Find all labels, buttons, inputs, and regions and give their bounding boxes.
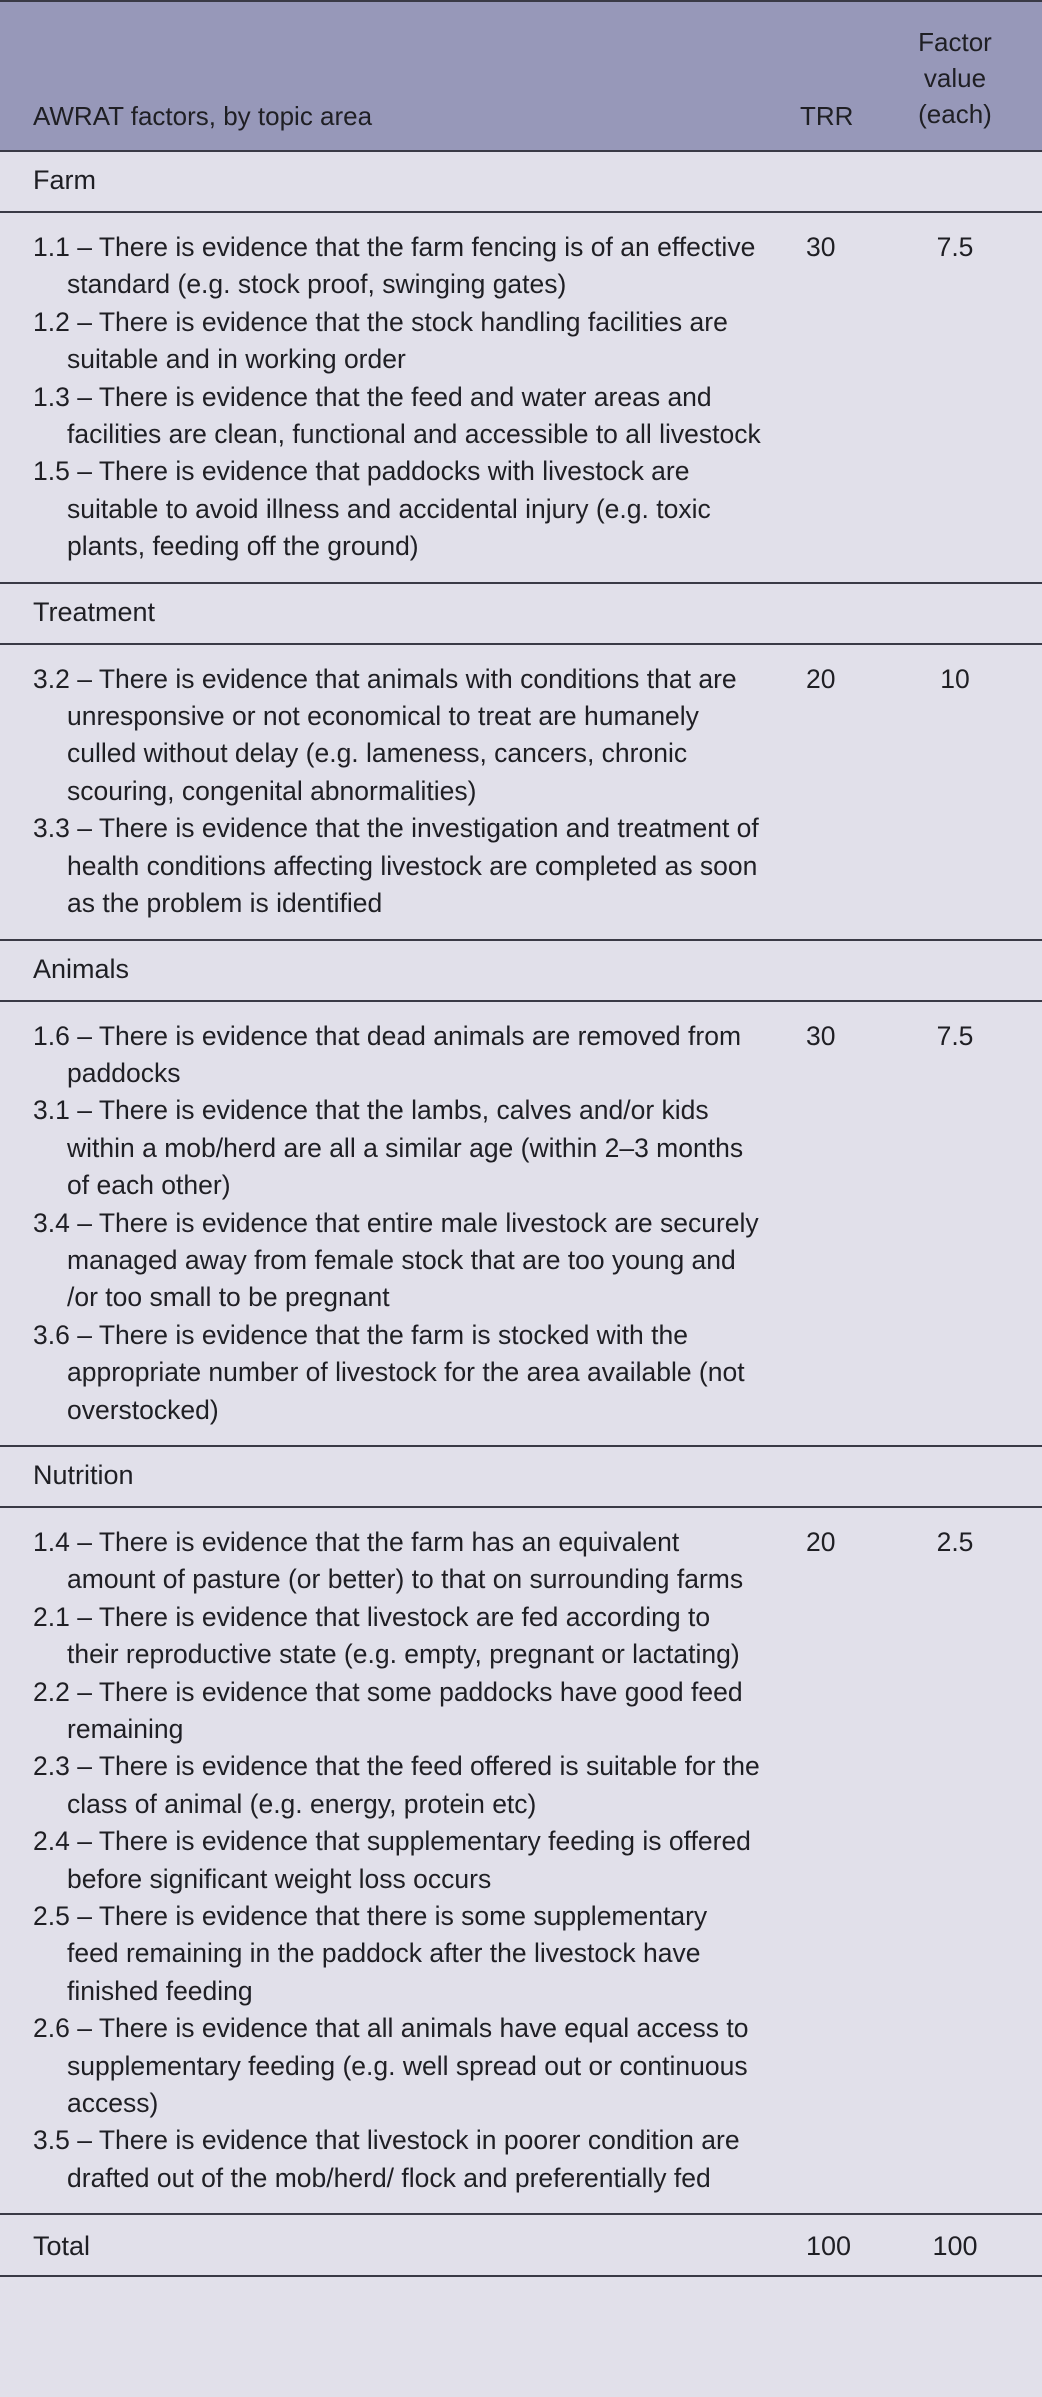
total-trr: 100	[806, 2231, 852, 2262]
factor-value: 7.5	[936, 232, 974, 262]
factor-item: 3.4 – There is evidence that entire male livestock are securely managed away from female stock that are too young and /or too small to be pregnant	[33, 1207, 759, 1313]
factor-row	[0, 213, 1042, 582]
factor-list	[0, 661, 763, 923]
factor-value: 10	[940, 663, 970, 694]
factor-item: 1.3 – There is evidence that the feed and water areas and facilities are clean, functional and accessible to all livestock	[33, 381, 761, 450]
factor-list	[0, 1018, 763, 1429]
topic-row-nutrition	[0, 1447, 1042, 1506]
factor-value: 2.5	[936, 1526, 974, 1557]
topic-label: Treatment	[33, 596, 156, 627]
factor-item: 1.2 – There is evidence that the stock handling facilities are suitable and in working order	[33, 306, 728, 375]
factor-item: 2.6 – There is evidence that all animals have equal access to supplementary feeding (e.g. well spread out or continuous access)	[33, 2013, 749, 2119]
factor-item: 1.4 – There is evidence that the farm has an equivalent amount of pasture (or better) to that on surrounding farms	[33, 1526, 744, 1595]
topic-label: Nutrition	[33, 1459, 134, 1490]
factor-item: 3.3 – There is evidence that the investigation and treatment of health conditions affecting livestock are completed as soon as the problem is identified	[33, 813, 759, 919]
trr-value: 30	[806, 232, 836, 262]
factor-list	[0, 1524, 763, 2197]
header-factors: AWRAT factors, by topic area	[33, 101, 373, 131]
factor-item: 2.3 – There is evidence that the feed offered is suitable for the class of animal (e.g. energy, protein etc)	[33, 1751, 760, 1819]
factor-item: 1.6 – There is evidence that dead animals are removed from paddocks	[33, 1020, 742, 1088]
table-header	[0, 2, 1042, 150]
topic-label: Farm	[33, 165, 96, 195]
header-factor-value-line3: (each)	[918, 99, 992, 129]
total-row	[0, 2215, 1042, 2275]
factor-item: 2.5 – There is evidence that there is some supplementary feed remaining in the paddock after the livestock have finished feeding	[33, 1901, 708, 2006]
header-trr: TRR	[800, 101, 854, 131]
factor-item: 3.2 – There is evidence that animals with conditions that are unresponsive or not economical to treat are humanely culled without delay (e.g. lameness, cancers, chronic scouring, congenital abnormalities)	[33, 663, 737, 806]
trr-value: 20	[806, 1526, 836, 1557]
factor-item: 3.6 – There is evidence that the farm is stocked with the appropriate number of livestock for the area available (not overstocked)	[33, 1319, 745, 1425]
total-factor-value: 100	[932, 2231, 978, 2262]
header-factor-value-line2: value	[923, 63, 987, 93]
factor-item: 2.4 – There is evidence that supplementary feeding is offered before significant weight loss occurs	[33, 1826, 751, 1894]
header-factor-value-line1: Factor	[918, 27, 992, 57]
factor-row	[0, 645, 1042, 939]
factor-row	[0, 1002, 1042, 1445]
topic-label: Animals	[33, 953, 130, 984]
factor-item: 3.1 – There is evidence that the lambs, calves and/or kids within a mob/herd are all a similar age (within 2–3 months of each other)	[33, 1095, 744, 1201]
topic-row-animals	[0, 941, 1042, 1000]
total-label: Total	[33, 2231, 91, 2262]
factor-item: 2.2 – There is evidence that some paddocks have good feed remaining	[33, 1676, 743, 1744]
factor-item: 1.1 – There is evidence that the farm fencing is of an effective standard (e.g. stock proof, swinging gates)	[33, 232, 756, 300]
factor-item: 2.1 – There is evidence that livestock are fed according to their reproductive state (e.g. empty, pregnant or lactating)	[33, 1601, 740, 1670]
topic-row-treatment	[0, 584, 1042, 643]
trr-value: 20	[806, 663, 836, 694]
factor-row	[0, 1508, 1042, 2213]
factor-item: 3.5 – There is evidence that livestock in poorer condition are drafted out of the mob/herd/ flock and preferentially fed	[33, 2125, 740, 2193]
factor-item: 1.5 – There is evidence that paddocks with livestock are suitable to avoid illness and accidental injury (e.g. toxic plants, feeding off the ground)	[33, 456, 711, 562]
factor-list	[0, 229, 763, 566]
header-factor-value	[900, 24, 1010, 132]
topic-row-farm	[0, 152, 1042, 211]
table-body	[0, 152, 1042, 2215]
trr-value: 30	[806, 1020, 836, 1051]
factor-value: 7.5	[936, 1020, 974, 1051]
